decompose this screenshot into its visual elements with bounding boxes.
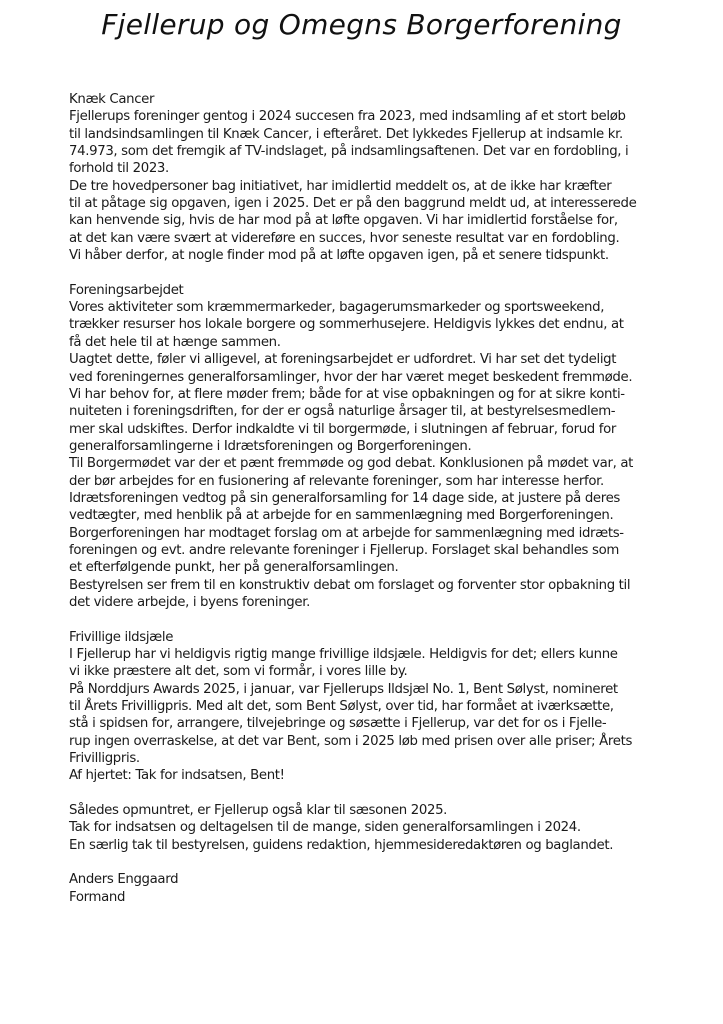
paragraph-line: det videre arbejde, i byens foreninger. bbox=[69, 594, 310, 610]
signature-name: Anders Enggaard bbox=[69, 872, 179, 888]
section-heading: Foreningsarbejdet bbox=[69, 282, 184, 298]
paragraph-line: foreningen og evt. andre relevante foreninger i Fjellerup. Forslaget skal behandles som bbox=[69, 542, 619, 558]
paragraph-line: 74.973, som det fremgik af TV-indslaget, på indsamlingsaftenen. Det var en fordobling, i bbox=[69, 144, 629, 160]
paragraph-line: kan henvende sig, hvis de har mod på at løfte opgaven. Vi har imidlertid forståelse for, bbox=[69, 213, 618, 229]
section-frivillige-ildsjaele bbox=[69, 629, 669, 785]
document-body bbox=[69, 91, 669, 906]
paragraph-line: trækker resurser hos lokale borgere og sommerhusejere. Heldigvis lykkes det endnu, at bbox=[69, 317, 624, 333]
paragraph-line: Vores aktiviteter som kræmmermarkeder, bagagerumsmarkeder og sportsweekend, bbox=[69, 300, 605, 316]
section-heading: Frivillige ildsjæle bbox=[69, 629, 174, 645]
paragraph-line: rup ingen overraskelse, at det var Bent, som i 2025 løb med prisen over alle priser; Årets bbox=[69, 733, 633, 749]
paragraph-line: Tak for indsatsen og deltagelsen til de mange, siden generalforsamlingen i 2024. bbox=[69, 820, 581, 836]
paragraph-line: til Årets Frivilligpris. Med alt det, som Bent Sølyst, over tid, har formået at iværksætte, bbox=[69, 699, 614, 715]
paragraph-line: vi ikke præstere alt det, som vi formår, i vores lille by. bbox=[69, 664, 408, 680]
paragraph-line: forhold til 2023. bbox=[69, 161, 169, 177]
paragraph-line: Uagtet dette, føler vi alligevel, at foreningsarbejdet er udfordret. Vi har set det tydeligt bbox=[69, 352, 617, 368]
paragraph-line: Bestyrelsen ser frem til en konstruktiv debat om forslaget og forventer stor opbakning til bbox=[69, 577, 631, 593]
paragraph-line: generalforsamlingerne i Idrætsforeningen og Borgerforeningen. bbox=[69, 438, 472, 454]
paragraph-line: ved foreningernes generalforsamlinger, hvor der har været meget beskedent fremmøde. bbox=[69, 369, 633, 385]
paragraph-line: at det kan være svært at videreføre en succes, hvor seneste resultat var en fordobling. bbox=[69, 230, 620, 246]
paragraph-line: Således opmuntret, er Fjellerup også klar til sæsonen 2025. bbox=[69, 803, 448, 819]
paragraph-line: der bør arbejdes for en fusionering af relevante foreninger, som har interesse herfor. bbox=[69, 473, 604, 489]
paragraph-line: til at påtage sig opgaven, igen i 2025. Det er på den baggrund meldt ud, at interesserede bbox=[69, 196, 637, 212]
paragraph-line: Frivilligpris. bbox=[69, 751, 140, 767]
paragraph-line: Vi har behov for, at flere møder frem; både for at vise opbakningen og for at sikre konti- bbox=[69, 386, 625, 402]
section-heading: Knæk Cancer bbox=[69, 92, 155, 107]
section-foreningsarbejdet bbox=[69, 282, 669, 612]
paragraph-line: mer skal udskiftes. Derfor indkaldte vi til borgermøde, i slutningen af februar, forud for bbox=[69, 421, 616, 437]
paragraph-line: Idrætsforeningen vedtog på sin generalforsamling for 14 dage side, at justere på deres bbox=[69, 490, 620, 506]
spacer bbox=[69, 611, 669, 628]
paragraph-line: De tre hovedpersoner bag initiativet, har imidlertid meddelt os, at de ikke har kræfter bbox=[69, 178, 612, 194]
paragraph-line: Borgerforeningen har modtaget forslag om at arbejde for sammenlægning med idræts- bbox=[69, 525, 624, 541]
document-title: Fjellerup og Omegns Borgerforening bbox=[101, 8, 622, 41]
paragraph-line: nuiteten i foreningsdriften, for der er også naturlige årsager til, at bestyrelsesmedlem- bbox=[69, 404, 616, 420]
section-knaek-cancer bbox=[69, 91, 669, 264]
paragraph-line: Fjellerups foreninger gentog i 2024 succesen fra 2023, med indsamling af et stort beløb bbox=[69, 109, 626, 125]
paragraph-line: et efterfølgende punkt, her på generalforsamlingen. bbox=[69, 560, 399, 576]
paragraph-line: I Fjellerup har vi heldigvis rigtig mange frivillige ildsjæle. Heldigvis for det; ellers kunne bbox=[69, 647, 618, 662]
spacer bbox=[69, 785, 669, 802]
spacer bbox=[69, 264, 669, 281]
paragraph-line: til landsindsamlingen til Knæk Cancer, i efteråret. Det lykkedes Fjellerup at indsamle kr. bbox=[69, 126, 623, 142]
paragraph-line: En særlig tak til bestyrelsen, guidens redaktion, hjemmesideredaktøren og baglandet. bbox=[69, 837, 614, 853]
signature-role: Formand bbox=[69, 889, 126, 905]
closing-paragraph bbox=[69, 802, 669, 854]
paragraph-line: vedtægter, med henblik på at arbejde for en sammenlægning med Borgerforeningen. bbox=[69, 508, 614, 524]
paragraph-line: Vi håber derfor, at nogle finder mod på at løfte opgaven igen, på et senere tidspunkt. bbox=[69, 248, 609, 264]
paragraph-line: få det hele til at hænge sammen. bbox=[69, 334, 281, 350]
signature-block bbox=[69, 871, 669, 906]
paragraph-line: Til Borgermødet var der et pænt fremmøde og god debat. Konklusionen på mødet var, at bbox=[69, 456, 634, 472]
spacer bbox=[69, 854, 669, 871]
paragraph-line: På Norddjurs Awards 2025, i januar, var Fjellerups Ildsjæl No. 1, Bent Sølyst, nomineret bbox=[69, 681, 618, 697]
paragraph-line: stå i spidsen for, arrangere, tilvejebringe og søsætte i Fjellerup, var det for os i Fjelle- bbox=[69, 716, 607, 732]
paragraph-line: Af hjertet: Tak for indsatsen, Bent! bbox=[69, 768, 285, 784]
